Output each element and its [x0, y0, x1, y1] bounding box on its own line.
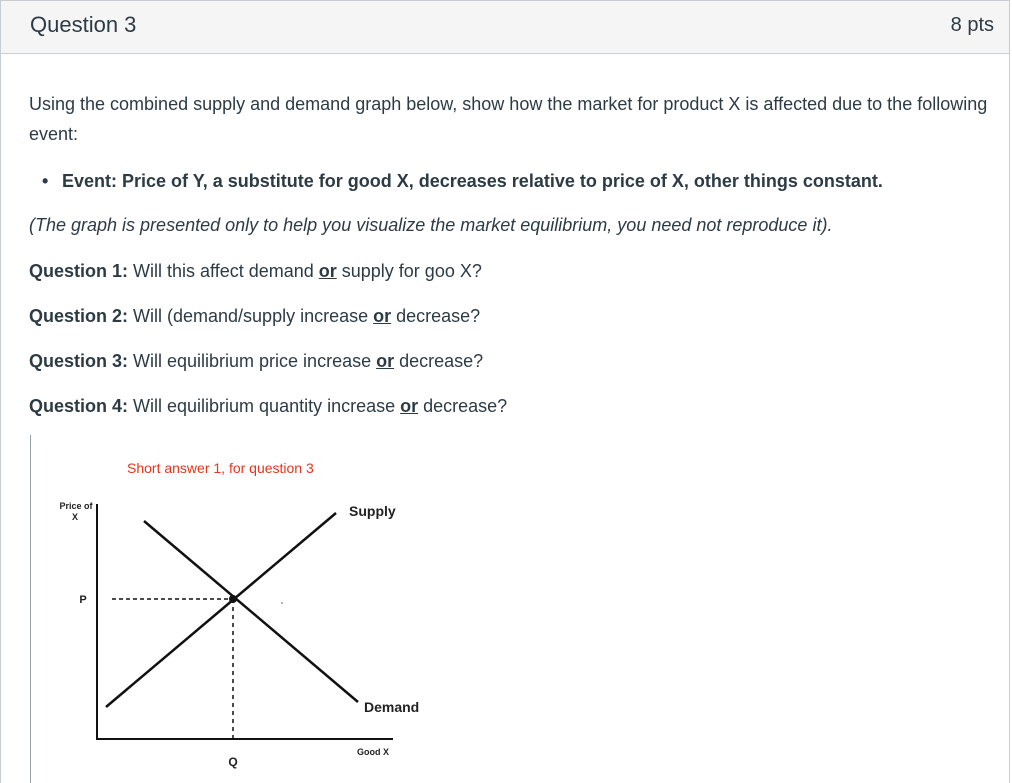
- question-3-label: Question 3:: [29, 351, 129, 371]
- question-1-text-b: supply for goo X?: [336, 261, 482, 281]
- question-4: [29, 391, 507, 421]
- question-1-or: or: [318, 261, 337, 281]
- event-bullet: [42, 166, 883, 196]
- question-3-or: or: [376, 351, 395, 371]
- question-2-label: Question 2:: [29, 306, 129, 326]
- question-body-border-right: [1009, 54, 1010, 783]
- question-header: [0, 0, 1010, 54]
- question-3-text-a: Will equilibrium price increase: [128, 351, 377, 371]
- question-2-text-b: decrease?: [391, 306, 481, 326]
- question-title: Question 3: [30, 12, 137, 37]
- demand-curve: [144, 521, 358, 702]
- y-axis-label-line2: X: [71, 512, 79, 522]
- equilibrium-point: [229, 595, 237, 603]
- question-points: 8 pts: [950, 14, 994, 36]
- question-body-border-left: [0, 54, 1, 783]
- demand-label: Demand: [364, 699, 420, 715]
- question-1: [29, 256, 482, 286]
- question-2-text-a: Will (demand/supply increase: [128, 306, 374, 326]
- bullet-dot-icon: •: [42, 171, 49, 191]
- price-label: P: [79, 594, 87, 606]
- question-4-text-b: decrease?: [418, 396, 508, 416]
- supply-curve: [106, 513, 336, 707]
- question-intro-text: Using the combined supply and demand graph below, show how the market for product X is affected due to the following event:: [29, 94, 988, 144]
- question-4-or: or: [400, 396, 419, 416]
- question-4-text-a: Will equilibrium quantity increase: [128, 396, 401, 416]
- supply-label: Supply: [349, 503, 396, 519]
- question-2-or: or: [373, 306, 392, 326]
- question-3: [29, 346, 483, 376]
- y-axis-label-line1: Price of: [59, 501, 93, 511]
- quantity-label: Q: [228, 755, 238, 769]
- question-3-text-b: decrease?: [394, 351, 484, 371]
- question-1-text-a: Will this affect demand: [128, 261, 319, 281]
- graph-caption: Short answer 1, for question 3: [127, 460, 314, 476]
- x-axis-label: Good X: [357, 747, 389, 757]
- stray-dot: [281, 602, 283, 604]
- event-text: Event: Price of Y, a substitute for good X, decreases relative to price of X, other things constant.: [62, 171, 883, 191]
- question-4-label: Question 4:: [29, 396, 129, 416]
- supply-demand-graph: [30, 435, 450, 783]
- question-1-label: Question 1:: [29, 261, 129, 281]
- graph-note: (The graph is presented only to help you visualize the market equilibrium, you need not reproduce it).: [29, 215, 833, 235]
- question-2: [29, 301, 480, 331]
